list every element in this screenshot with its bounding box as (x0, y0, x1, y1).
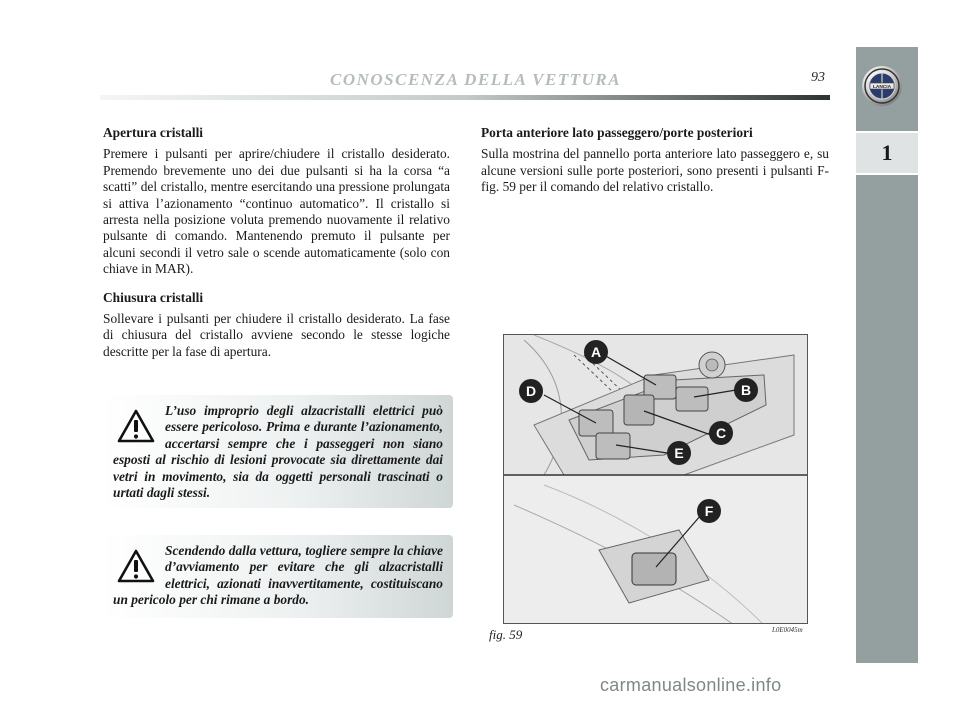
warning-text: L’uso improprio degli alzacristalli elettrici può essere pericoloso. Prima e durante l’azionamento, accertarsi sempre che i passeggeri non siano esposti al rischio di lesioni provocate sia direttamente dai vetri in movimento, sia da oggetti personali trascinati o urtati dagli stessi. (113, 403, 443, 501)
warning-text: Scendendo dalla vettura, togliere sempre la chiave d’avviamento per evitare che gli alzacristalli elettrici, azionati inavvertitamente, costituiscano un pericolo per chi rimane a bordo. (113, 543, 443, 608)
callout-d: D (525, 383, 537, 399)
switch-c (624, 395, 654, 425)
callout-e: E (674, 445, 684, 461)
warning-box-key-removal (103, 535, 453, 618)
chapter-number: 1 (881, 140, 893, 165)
switch-f (632, 553, 676, 585)
callout-c: C (715, 425, 727, 441)
section-heading-porta: Porta anteriore lato passeggero/porte posteriori (481, 125, 753, 140)
right-column (481, 125, 829, 208)
callout-f: F (704, 503, 714, 519)
section-heading-chiusura: Chiusura cristalli (103, 289, 204, 305)
running-header-title: CONOSCENZA DELLA VETTURA (330, 70, 622, 89)
logo-lettering: LANCIA (872, 85, 892, 90)
callout-a: A (590, 344, 602, 360)
section-body-porta: Sulla mostrina del pannello porta anteriore lato passeggero e, su alcune versioni sulle porte posteriori, sono presenti i pulsanti F-fig. 59 per il comando del relativo cristallo. (481, 146, 829, 195)
figure-window-switches (503, 334, 808, 624)
figure-caption: fig. 59 (489, 627, 523, 642)
section-heading-apertura: Apertura cristalli (103, 125, 204, 140)
switch-b (676, 387, 708, 411)
warning-triangle-icon (117, 549, 155, 583)
figure-code: L0E0045m (772, 626, 803, 634)
section-body-chiusura: Sollevare i pulsanti per chiudere il cristallo desiderato. La fase di chiusura del cristallo avviene secondo le stesse logiche descritte per la fase di apertura. (103, 311, 450, 359)
chapter-tab[interactable] (856, 131, 918, 175)
section-body-apertura: Premere i pulsanti per aprire/chiudere il cristallo desiderato. Premendo brevemente uno dei due pulsanti si ha la corsa “a scatti” del cristallo, mentre esercitando una pressione prolungata si attiva l’azionamento “continuo automatico”. Il cristallo si arresta nella posizione voluta premendo nuovamente il relativo pulsante di comando. Mantenendo premuto il pulsante per alcuni secondi il vetro sale o scende automaticamente (solo con chiave in MAR). (103, 146, 450, 277)
warning-box-improper-use (103, 395, 453, 508)
header-rule (100, 95, 830, 100)
watermark: carmanualsonline.info (600, 675, 782, 695)
warning-triangle-icon (117, 409, 155, 443)
callout-b: B (740, 382, 752, 398)
page-number: 93 (811, 70, 825, 85)
left-column (103, 125, 450, 372)
lancia-logo-icon (862, 66, 902, 106)
